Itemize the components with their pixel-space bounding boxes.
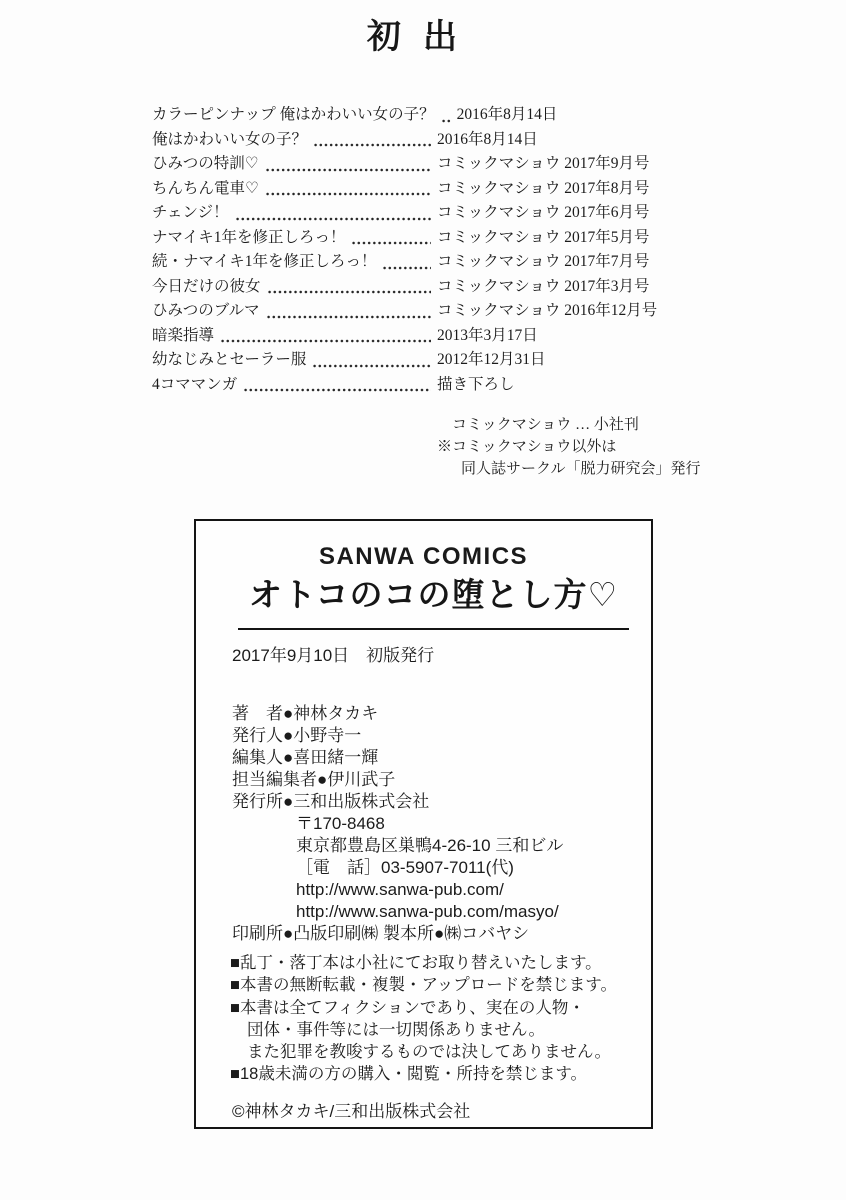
credit-line: 東京都豊島区巣鴨4-26-10 三和ビル [296,836,564,855]
notice-line: ■18歳未満の方の購入・閲覧・所持を禁じます。 [230,1065,587,1084]
notice-line: ■乱丁・落丁本は小社にてお取り替えいたします。 [230,954,602,972]
publication-source: 2013年3月17日 [437,326,538,344]
dot-leader [382,266,431,270]
notice-line: また犯罪を教唆するものでは決してありません。 [247,1043,611,1062]
publication-source: コミックマショウ 2017年7月号 [437,253,650,270]
dot-leader [220,339,431,343]
work-title: チェンジ！ [152,204,229,221]
publication-entry-row [152,373,700,398]
dot-leader [235,217,431,221]
first-publication-list [152,103,700,397]
dot-leader [312,364,431,368]
book-title: オトコのコの堕とし方♡ [248,578,619,614]
credit-line: 印刷所●凸版印刷㈱ 製本所●㈱コバヤシ [232,924,530,943]
publication-source: 描き下ろし [437,375,515,393]
work-title: 4コママンガ [152,375,238,393]
notice-line: ■本書は全てフィクションであり、実在の人物・ [230,998,585,1017]
publication-entry-row [152,177,700,202]
publication-source: 2012年12月31日 [437,351,546,368]
publication-source: コミックマショウ 2017年3月号 [437,277,650,295]
publication-entry-row [152,348,700,373]
colophon-box [194,519,653,1129]
publication-entry-row [152,324,700,349]
credit-line: 著 者●神林タカキ [232,704,379,723]
dot-leader [267,290,431,294]
publisher-brand: SANWA COMICS [318,543,529,570]
credit-line: 担当編集者●伊川武子 [232,770,396,789]
dot-leader [351,241,431,245]
credit-line: 発行所●三和出版株式会社 [232,792,430,811]
publication-note-line: コミックマショウ … 小社刊 [452,417,639,433]
publication-note-line: ※コミックマショウ以外は [437,439,617,455]
credit-line: http://www.sanwa-pub.com/masyo/ [296,902,559,921]
first-publication-heading: 初出 [366,19,480,56]
publication-entry-row [152,226,700,251]
credit-line: http://www.sanwa-pub.com/ [296,880,504,899]
dot-leader [265,168,431,172]
work-title: 俺はかわいい女の子？ [152,130,308,148]
publication-source: コミックマショウ 2017年8月号 [437,179,650,197]
publication-entry-row [152,103,700,128]
publication-source: コミックマショウ 2016年12月号 [437,302,658,319]
dot-leader [265,192,431,196]
work-title: ひみつのブルマ [152,302,260,319]
publication-note-line: 同人誌サークル「脱力研究会」発行 [461,461,701,477]
credit-line: ［電 話］03-5907-7011(代) [296,858,514,877]
work-title: ナマイキ1年を修正しろっ！ [152,228,346,246]
book-title-underline [238,576,629,630]
work-title: 幼なじみとセーラー服 [152,351,307,368]
legal-notices [230,952,651,1086]
work-title: ひみつの特訓♡ [152,155,259,172]
publication-entry-row [152,275,700,300]
dot-leader [441,119,451,123]
credit-line: 〒170-8468 [296,814,385,833]
work-title: ちんちん電車♡ [152,179,259,197]
publication-entry-row [152,250,700,275]
publication-notes [437,414,701,480]
dot-leader [266,315,431,319]
work-title: 暗楽指導 [152,326,215,344]
publication-source: 2016年8月14日 [437,130,538,148]
publication-source: コミックマショウ 2017年5月号 [437,228,650,246]
publication-entry-row [152,152,700,177]
work-title: 続・ナマイキ1年を修正しろっ！ [152,253,377,270]
publication-entry-row [152,128,700,153]
credit-line: 編集人●喜田緒一輝 [232,748,379,767]
notice-line: ■本書の無断転載・複製・アップロードを禁じます。 [230,976,617,995]
publication-source: 2016年8月14日 [456,106,558,123]
edition-date: 2017年9月10日 初版発行 [232,646,435,665]
dot-leader [243,388,431,392]
work-title: 今日だけの彼女 [152,277,261,295]
notice-line: 団体・事件等には一切関係ありません。 [247,1020,545,1039]
publication-source: コミックマショウ 2017年9月号 [437,155,650,172]
dot-leader [313,143,431,147]
copyright-line: ©神林タカキ/三和出版株式会社 [232,1101,471,1121]
publication-entry-row [152,299,700,324]
work-title: カラーピンナップ 俺はかわいい女の子？ [152,106,435,123]
credits-block [232,703,651,945]
publication-source: コミックマショウ 2017年6月号 [437,204,650,221]
publication-entry-row [152,201,700,226]
credit-line: 発行人●小野寺一 [232,726,362,745]
